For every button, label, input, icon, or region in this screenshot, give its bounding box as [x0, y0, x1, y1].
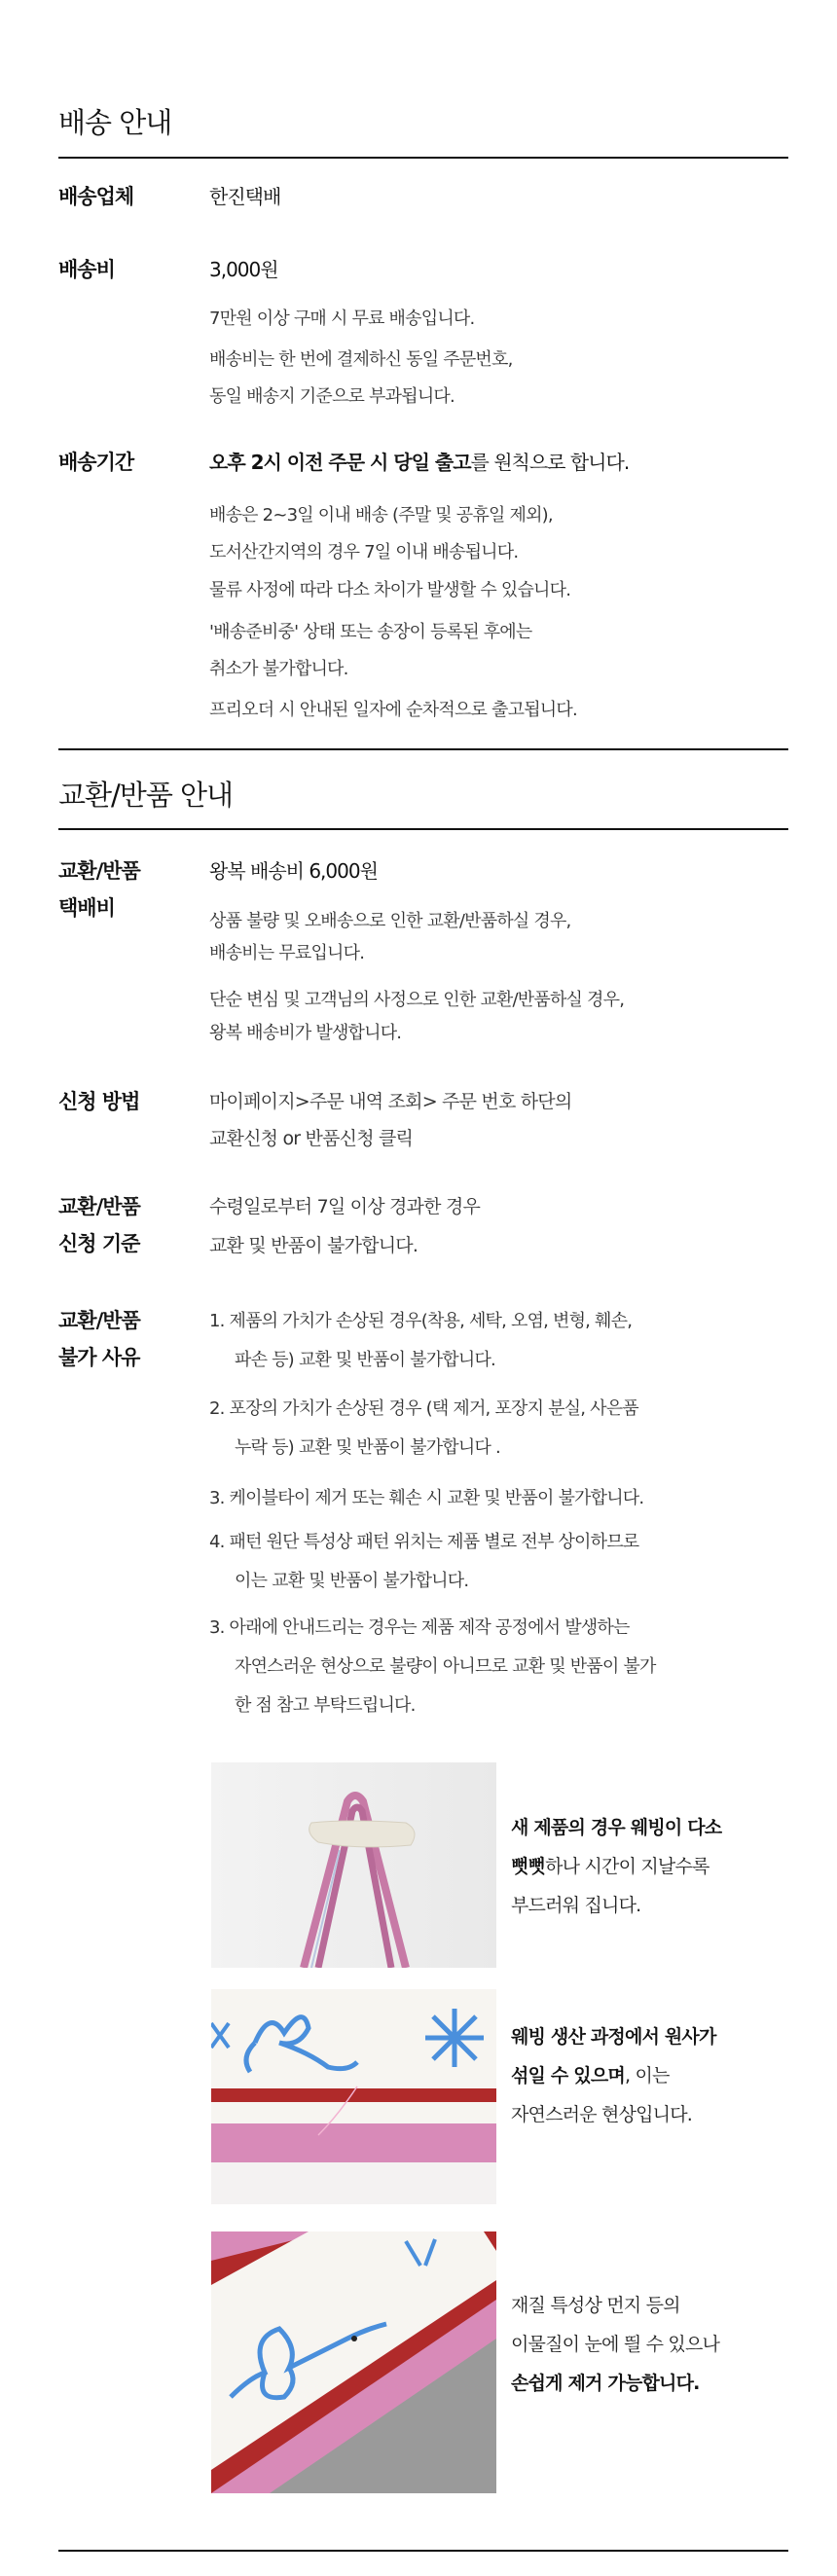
label-line: 불가 사유 [58, 1346, 140, 1369]
period-note: 물류 사정에 따라 다소 차이가 발생할 수 있습니다. [209, 580, 571, 600]
divider [58, 748, 788, 750]
caption-text: 재질 특성상 먼지 등의 [511, 2295, 680, 2316]
divider [58, 828, 788, 830]
caption-text: 하나 시간이 지날수록 [545, 1856, 710, 1877]
shipping-title: 배송 안내 [58, 106, 172, 139]
method-line: 마이페이지>주문 내역 조회> 주문 번호 하단의 [209, 1091, 572, 1112]
criteria-line: 교환 및 반품이 불가합니다. [209, 1235, 418, 1256]
carrier-label: 배송업체 [58, 185, 134, 208]
period-note: 프리오더 시 안내된 일자에 순차적으로 출고됩니다. [209, 700, 577, 720]
exchange-title: 교환/반품 안내 [58, 779, 234, 812]
caption-bold: 섞일 수 있으며 [511, 2065, 625, 2086]
reason-line: 4. 패턴 원단 특성상 패턴 위치는 제품 별로 전부 상이하므로 [209, 1532, 639, 1552]
reason-line: 누락 등) 교환 및 반품이 불가합니다 . [235, 1437, 500, 1458]
example-caption [511, 2017, 716, 2134]
reason-item [209, 1390, 638, 1468]
reason-line: 2. 포장의 가치가 손상된 경우 (택 제거, 포장지 분실, 사은품 [209, 1398, 638, 1419]
period-note: '배송준비중' 상태 또는 송장이 등록된 후에는 [209, 622, 532, 642]
caption-text: 부드러워 집니다. [511, 1895, 641, 1916]
reasons-label [58, 1302, 140, 1376]
reason-line: 3. 아래에 안내드리는 경우는 제품 제작 공정에서 발생하는 [209, 1617, 630, 1638]
period-value-rest: 를 원칙으로 합니다. [470, 451, 630, 474]
label-line: 신청 기준 [58, 1232, 140, 1255]
pink-cord-stopper-photo [211, 1762, 496, 1968]
reason-line: 이는 교환 및 반품이 불가합니다. [235, 1571, 469, 1591]
fee-label: 배송비 [58, 258, 115, 281]
method-line: 교환신청 or 반품신청 클릭 [209, 1128, 414, 1149]
webbing-thread-photo [211, 1989, 496, 2204]
caption-bold: 새 제품의 경우 웨빙이 다소 [511, 1817, 722, 1838]
reason-item [209, 1302, 632, 1380]
exchange-fee-note: 단순 변심 및 고객님의 사정으로 인한 교환/반품하실 경우, [209, 990, 625, 1010]
period-value [209, 444, 629, 481]
caption-text: , 이는 [624, 2065, 670, 2086]
period-value-bold: 오후 2시 이전 주문 시 당일 출고 [209, 451, 471, 474]
caption-text: 자연스러운 현상입니다. [511, 2104, 693, 2125]
caption-text: 이물질이 눈에 띌 수 있으나 [511, 2334, 720, 2355]
divider [58, 2550, 788, 2552]
fee-note: 동일 배송지 기준으로 부과됩니다. [209, 386, 455, 407]
fee-note: 7만원 이상 구매 시 무료 배송입니다. [209, 308, 475, 329]
period-label: 배송기간 [58, 451, 134, 474]
reason-line: 자연스러운 현상으로 불량이 아니므로 교환 및 반품이 불가 [235, 1656, 656, 1677]
exchange-fee-note: 배송비는 무료입니다. [209, 943, 365, 963]
fee-note: 배송비는 한 번에 결제하신 동일 주문번호, [209, 349, 513, 370]
webbing-illustration [211, 1989, 496, 2204]
exchange-fee-note: 왕복 배송비가 발생합니다. [209, 1023, 402, 1043]
cord-illustration [211, 1762, 496, 1968]
caption-bold: 손쉽게 제거 가능합니다. [511, 2373, 700, 2394]
reason-item [209, 1523, 638, 1601]
divider [58, 157, 788, 159]
exchange-fee-note: 상품 불량 및 오배송으로 인한 교환/반품하실 경우, [209, 911, 571, 931]
fee-value: 3,000원 [209, 258, 278, 281]
criteria-label [58, 1188, 140, 1262]
reason-line: 1. 제품의 가치가 손상된 경우(착용, 세탁, 오염, 변형, 훼손, [209, 1311, 633, 1331]
caption-bold: 웨빙 생산 과정에서 원사가 [511, 2026, 716, 2048]
webbing-dust-photo [211, 2231, 496, 2493]
criteria-line: 수령일로부터 7일 이상 경과한 경우 [209, 1196, 481, 1217]
label-line: 택배비 [58, 896, 115, 920]
exchange-fee-label [58, 853, 140, 926]
reason-line: 3. 케이블타이 제거 또는 훼손 시 교환 및 반품이 불가합니다. [209, 1488, 644, 1508]
reason-item [209, 1479, 643, 1518]
label-line: 교환/반품 [58, 859, 140, 883]
webbing-illustration [211, 2231, 496, 2493]
reason-line: 한 점 참고 부탁드립니다. [235, 1695, 416, 1716]
reason-item [209, 1609, 656, 1725]
caption-bold: 뻣뻣 [511, 1856, 546, 1877]
label-line: 교환/반품 [58, 1195, 140, 1218]
exchange-fee-value: 왕복 배송비 6,000원 [209, 859, 378, 883]
period-note: 도서산간지역의 경우 7일 이내 배송됩니다. [209, 542, 519, 562]
method-label: 신청 방법 [58, 1090, 140, 1113]
period-note: 배송은 2~3일 이내 배송 (주말 및 공휴일 제외), [209, 505, 553, 526]
period-note: 취소가 불가합니다. [209, 659, 348, 679]
label-line: 교환/반품 [58, 1309, 140, 1332]
example-caption [511, 2286, 719, 2403]
example-caption [511, 1808, 721, 1925]
carrier-value: 한진택배 [209, 185, 281, 208]
reason-line: 파손 등) 교환 및 반품이 불가합니다. [235, 1350, 495, 1370]
